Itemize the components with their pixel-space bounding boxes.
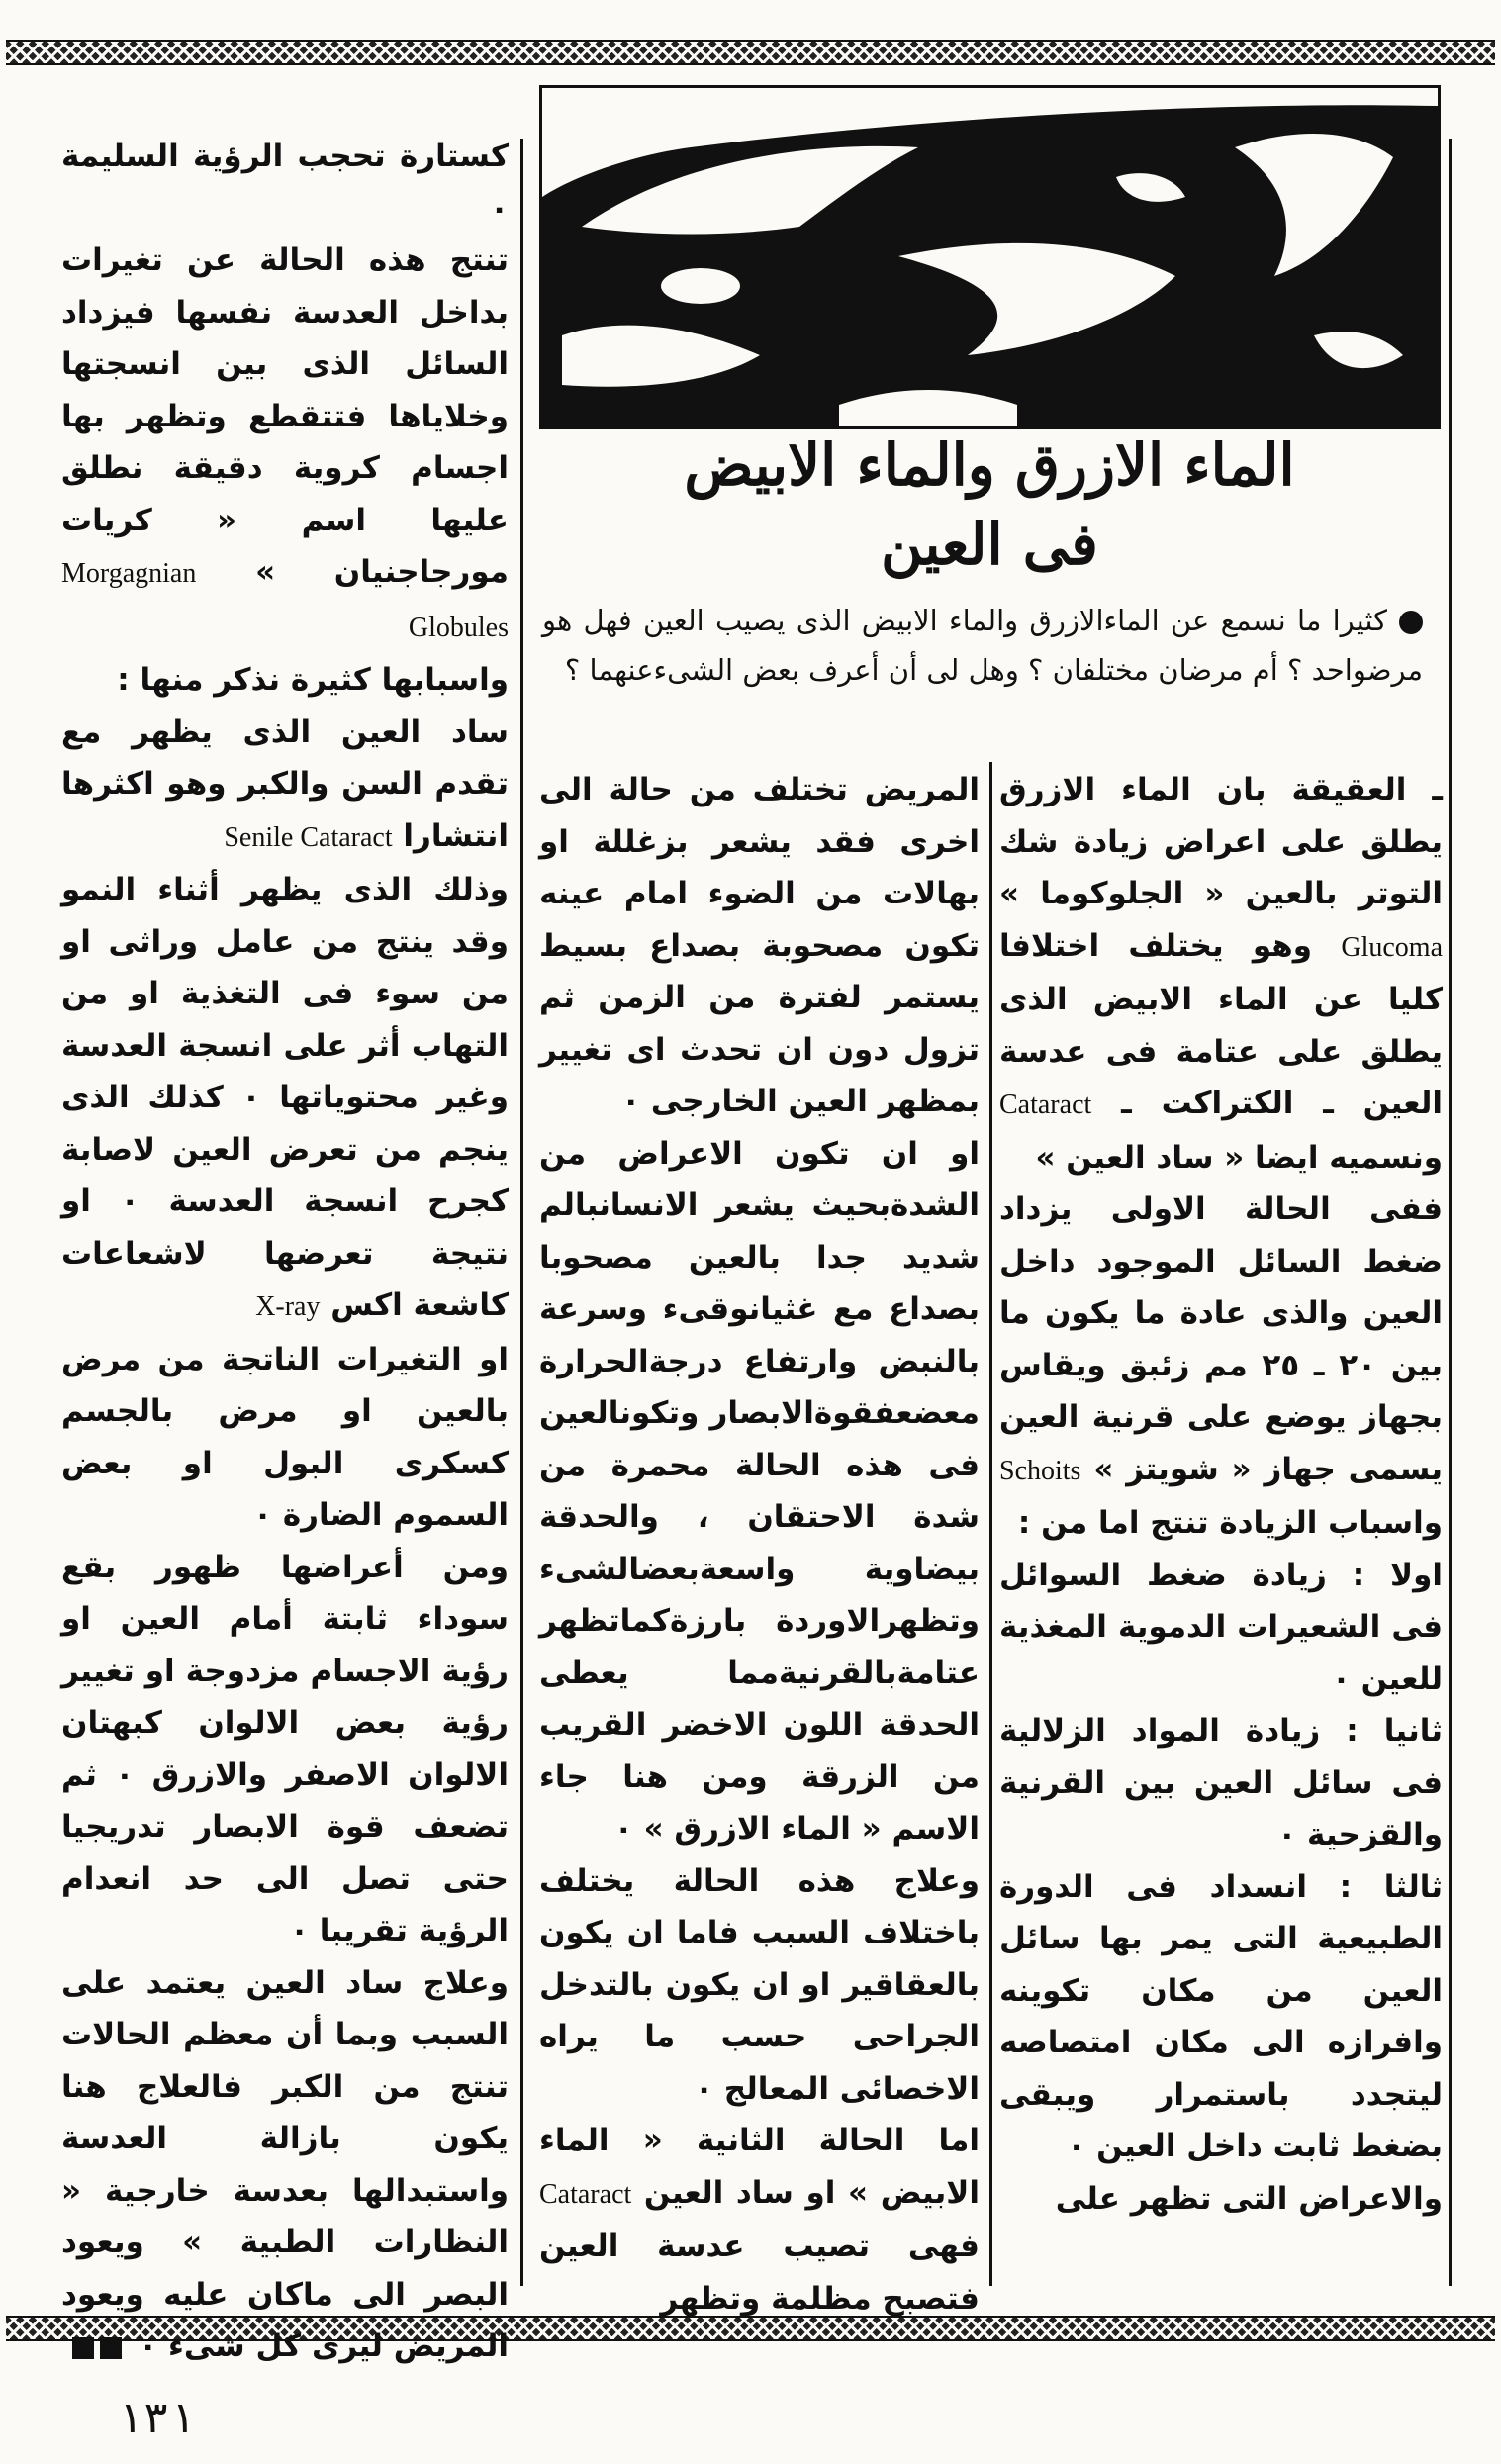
left-text-4a: ساد العين الذى يظهر مع تقدم السن والكبر وهو اكثرها انتشارا bbox=[61, 713, 509, 854]
middle-paragraph-3: وعلاج هذه الحالة يختلف باختلاف السبب فاما ان يكون بالعقاقير او ان يكون بالتدخل الجراحى حسب ما يراه الاخصائى المعالج ٠ bbox=[539, 1862, 980, 2107]
title-line-1: الماء الازرق والماء الابيض bbox=[684, 431, 1295, 499]
right-text-2a: ففى الحالة الاولى يزداد ضغط السائل الموجود داخل العين والذى عادة ما يكون ما بين ٢٠ ـ ٢٥ مم زئبق ويقاس بجهاز يوضع على قرنية العين يسمى جهاز « شويتز » bbox=[999, 1191, 1443, 1487]
eye-image bbox=[542, 88, 1438, 426]
right-column bbox=[999, 764, 1443, 2225]
right-paragraph-3: اولا : زيادة ضغط السوائل فى الشعيرات الدموية المغذية للعين ٠ bbox=[999, 1557, 1443, 1697]
top-border-strip bbox=[6, 40, 1495, 65]
article-title bbox=[554, 426, 1425, 584]
left-text-2: تنتج هذه الحالة عن تغيرات بداخل العدسة نفسها فيزداد السائل الذى بين انسجتها وخلاياها فتتقطع وتظهر بها اجسام كروية دقيقة نطلق عليها اسم « كريات مورجاجنيان » bbox=[61, 242, 509, 590]
left-paragraph-6: او التغيرات الناتجة من مرض بالعين او مرض بالجسم كسكرى البول او بعض السموم الضارة ٠ bbox=[61, 1341, 509, 1533]
latin-term-glucoma: Glucoma bbox=[1341, 931, 1444, 963]
middle-paragraph-2: او ان تكون الاعراض من الشدةبحيث يشعر الانسانبالم شديد جدا بالعين مصحوبا بصداع مع غثيانوقىء وسرعة بالنبض وارتفاع درجةالحرارة معضعفقوةالابصار وتكونالعين فى هذه الحالة محمرة من شدة الاحتقان ، والحدقة بيضاوية واسعةبعضالشىء وتظهرالاوردة بارزةكماتظهر عتامةبالقرنيةمما يعطى الحدقة اللون الاخضر القريب من الزرقة ومن هنا جاء الاسم « الماء الازرق » ٠ bbox=[539, 1135, 980, 1847]
right-paragraph-6: والاعراض التى تظهر على bbox=[1055, 2180, 1443, 2217]
middle-paragraph-4 bbox=[539, 2115, 980, 2324]
right-text-1a: ـ العقيقة بان الماء الازرق يطلق على اعراض زيادة شك التوتر بالعين « الجلوكوما » bbox=[999, 772, 1443, 911]
left-text-5: وذلك الذى يظهر أثناء النمو وقد ينتج من عامل وراثى او من سوء فى التغذية او من التهاب أثر على انسجة العدسة وغير محتوياتها ٠ كذلك الذى ينجم من تعرض العين لاصابة كجرح انسجة العدسة ٠ او نتيجة تعرضها لاشعاعات كاشعة اكس bbox=[61, 872, 509, 1323]
right-text-1c: ونسميه ايضا « ساد العين » bbox=[1035, 1139, 1443, 1176]
latin-term-schoits: Schoits bbox=[999, 1455, 1081, 1486]
right-text-1b: وهو يختلف اختلافا كليا عن الماء الابيض الذى يطلق على عتامة فى عدسة العين ـ الكتراكت ـ bbox=[999, 927, 1443, 1121]
middle-text-4b: فهى تصيب عدسة العين فتصبح مظلمة وتظهر bbox=[539, 2228, 980, 2317]
latin-term-senile-cataract: Senile Cataract bbox=[224, 821, 393, 853]
left-paragraph-1: كستارة تحجب الرؤية السليمة ٠ bbox=[61, 139, 509, 227]
latin-term-cataract: Cataract bbox=[999, 1090, 1092, 1120]
left-paragraph-4 bbox=[61, 707, 509, 865]
latin-term-cataract-2: Cataract bbox=[539, 2178, 632, 2210]
right-text-2b: واسباب الزيادة تنتج اما من : bbox=[1017, 1505, 1443, 1541]
left-text-8: وعلاج ساد العين يعتمد على السبب وبما أن معظم الحالات تنتج من الكبر فالعلاج هنا يكون بازالة العدسة واستبدالها بعدسة خارجية « النظارات الطبية » ويعود البصر الى ماكان عليه ويعود المريض ليرى كل شىء ٠ bbox=[61, 1964, 509, 2364]
intro-question bbox=[542, 596, 1423, 695]
column-rule-right bbox=[1449, 139, 1452, 2286]
latin-term-globules: Morgagnian Globules bbox=[61, 558, 509, 643]
eye-photo bbox=[539, 85, 1441, 429]
intro-text: كثيرا ما نسمع عن الماءالازرق والماء الابيض الذى يصيب العين فهل هو مرضواحد ؟ أم مرضان مختلفان ؟ وهل لى أن أعرف بعض الشىءعنهما ؟ bbox=[542, 604, 1423, 687]
title-line-2: فى العين bbox=[881, 511, 1098, 578]
left-paragraph-5 bbox=[61, 864, 509, 1334]
right-paragraph-4: ثانيا : زيادة المواد الزلالية فى سائل العين بين القرنية والقزحية ٠ bbox=[999, 1713, 1443, 1852]
left-paragraph-7: ومن أعراضها ظهور بقع سوداء ثابتة أمام العين او رؤية الاجسام مزدوجة او تغيير رؤية بعض الالوان كبهتان الالوان الاصفر والازرق ٠ ثم تضعف قوة الابصار تدريجيا حتى تصل الى حد انعدام الرؤية تقريبا ٠ bbox=[61, 1549, 509, 1948]
left-column bbox=[61, 131, 509, 2373]
bullet-icon bbox=[1399, 611, 1423, 634]
column-rule-middle bbox=[989, 762, 992, 2286]
left-paragraph-3: واسبابها كثيرة نذكر منها : bbox=[117, 662, 509, 698]
end-of-article-squares bbox=[72, 2328, 128, 2364]
right-paragraph-2 bbox=[999, 1184, 1443, 1550]
latin-term-xray: X-ray bbox=[255, 1291, 321, 1322]
column-rule-left bbox=[520, 139, 523, 2286]
middle-column bbox=[539, 764, 980, 2324]
right-paragraph-5: ثالثا : انسداد فى الدورة الطبيعية التى يمر بها سائل العين من مكان تكوينه وافرازه الى مكان امتصاصه ليتجدد باستمرار ويبقى بضغط ثابت داخل العين ٠ bbox=[999, 1868, 1443, 2164]
middle-paragraph-1: المريض تختلف من حالة الى اخرى فقد يشعر بزغللة او بهالات من الضوء امام عينه تكون مصحوبة بصداع بسيط يستمر لفترة من الزمن ثم تزول دون ان تحدث اى تغيير بمظهر العين الخارجى ٠ bbox=[539, 772, 980, 1119]
right-paragraph-1 bbox=[999, 764, 1443, 1184]
left-paragraph-2 bbox=[61, 235, 509, 654]
left-paragraph-8 bbox=[61, 1957, 509, 2373]
middle-text-4a: اما الحالة الثانية « الماء الابيض » او ساد العين bbox=[539, 2123, 980, 2211]
page-number: ١٣١ bbox=[117, 2393, 196, 2443]
